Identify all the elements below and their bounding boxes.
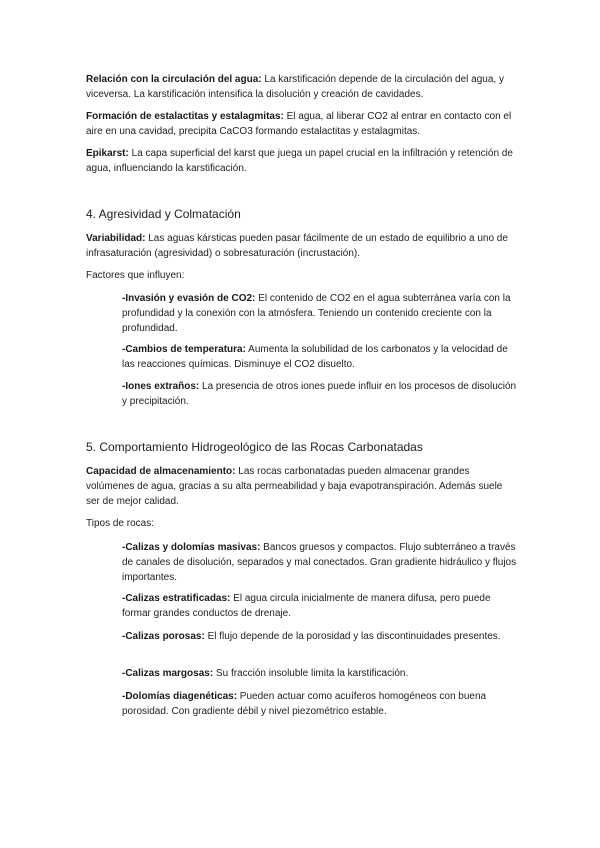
rock-type-item (122, 666, 518, 681)
term-label: Variabilidad: (86, 233, 146, 244)
paragraph-capacidad (86, 464, 516, 509)
factor-item (122, 342, 518, 372)
term-label: -Cambios de temperatura: (122, 344, 246, 355)
term-label: Relación con la circulación del agua: (86, 74, 262, 85)
term-text: El contenido de CO2 en el agua subterránea varía con la profundidad y la conexión con la atmósfera. Teniendo un contenido creciente con la profundidad. (122, 293, 511, 334)
paragraph-estalactitas (86, 109, 516, 139)
term-text: Pueden actuar como acuíferos homogéneos con buena porosidad. Con gradiente débil y nivel piezométrico estable. (122, 691, 487, 717)
term-text: El agua circula inicialmente de manera difusa, pero puede formar grandes conductos de drenaje. (122, 593, 491, 619)
rock-type-item (122, 689, 518, 719)
term-label: Formación de estalactitas y estalagmitas: (86, 111, 284, 122)
paragraph-circulacion (86, 72, 516, 102)
term-label: -Calizas porosas: (122, 631, 205, 642)
rock-type-item (122, 591, 518, 621)
term-label: Capacidad de almacenamiento: (86, 466, 236, 477)
term-text: Aumenta la solubilidad de los carbonatos y la velocidad de las reacciones químicas. Disminuye el CO2 disuelto. (122, 344, 508, 370)
factor-item (122, 379, 518, 409)
term-text: Bancos gruesos y compactos. Flujo subterráneo a través de canales de disolución, separados y mal conectados. Gran gradiente hidráulico y flujos importantes. (122, 542, 517, 583)
term-text: Su fracción insoluble limita la karstificación. (213, 668, 409, 679)
paragraph-epikarst (86, 146, 516, 176)
rock-type-item (122, 629, 518, 644)
tipos-label: Tipos de rocas: (86, 518, 154, 529)
term-label: -Dolomías diagenéticas: (122, 691, 238, 702)
term-text: Las aguas kársticas pueden pasar fácilmente de un estado de equilibrio a uno de infrasaturación (agresividad) o sobresaturación (incrustación). (86, 233, 508, 259)
section-4-heading: 4. Agresividad y Colmatación (86, 207, 241, 221)
factor-item (122, 291, 518, 336)
term-text: La karstificación depende de la circulación del agua, y viceversa. La karstificación intensifica la disolución y creación de cavidades. (86, 74, 504, 100)
term-text: El agua, al liberar CO2 al entrar en contacto con el aire en una cavidad, precipita CaCO3 formando estalactitas y estalagmitas. (86, 111, 512, 137)
term-text: El flujo depende de la porosidad y las discontinuidades presentes. (204, 631, 501, 642)
term-label: -Iones extraños: (122, 381, 200, 392)
term-label: -Calizas y dolomías masivas: (122, 542, 261, 553)
section-5-heading: 5. Comportamiento Hidrogeológico de las Rocas Carbonatadas (86, 440, 423, 454)
term-label: Epikarst: (86, 148, 129, 159)
term-label: -Calizas estratificadas: (122, 593, 231, 604)
term-label: -Calizas margosas: (122, 668, 214, 679)
term-text: La presencia de otros iones puede influir en los procesos de disolución y precipitación. (122, 381, 517, 407)
term-text: Las rocas carbonatadas pueden almacenar grandes volúmenes de agua, gracias a su alta permeabilidad y baja evapotranspiración. Además suele ser de mejor calidad. (86, 466, 503, 507)
term-label: -Invasión y evasión de CO2: (122, 293, 256, 304)
paragraph-variabilidad (86, 231, 516, 261)
term-text: La capa superficial del karst que juega un papel crucial en la infiltración y retención de agua, influenciando la karstificación. (86, 148, 513, 174)
factores-label: Factores que influyen: (86, 270, 185, 281)
rock-type-item (122, 540, 518, 585)
